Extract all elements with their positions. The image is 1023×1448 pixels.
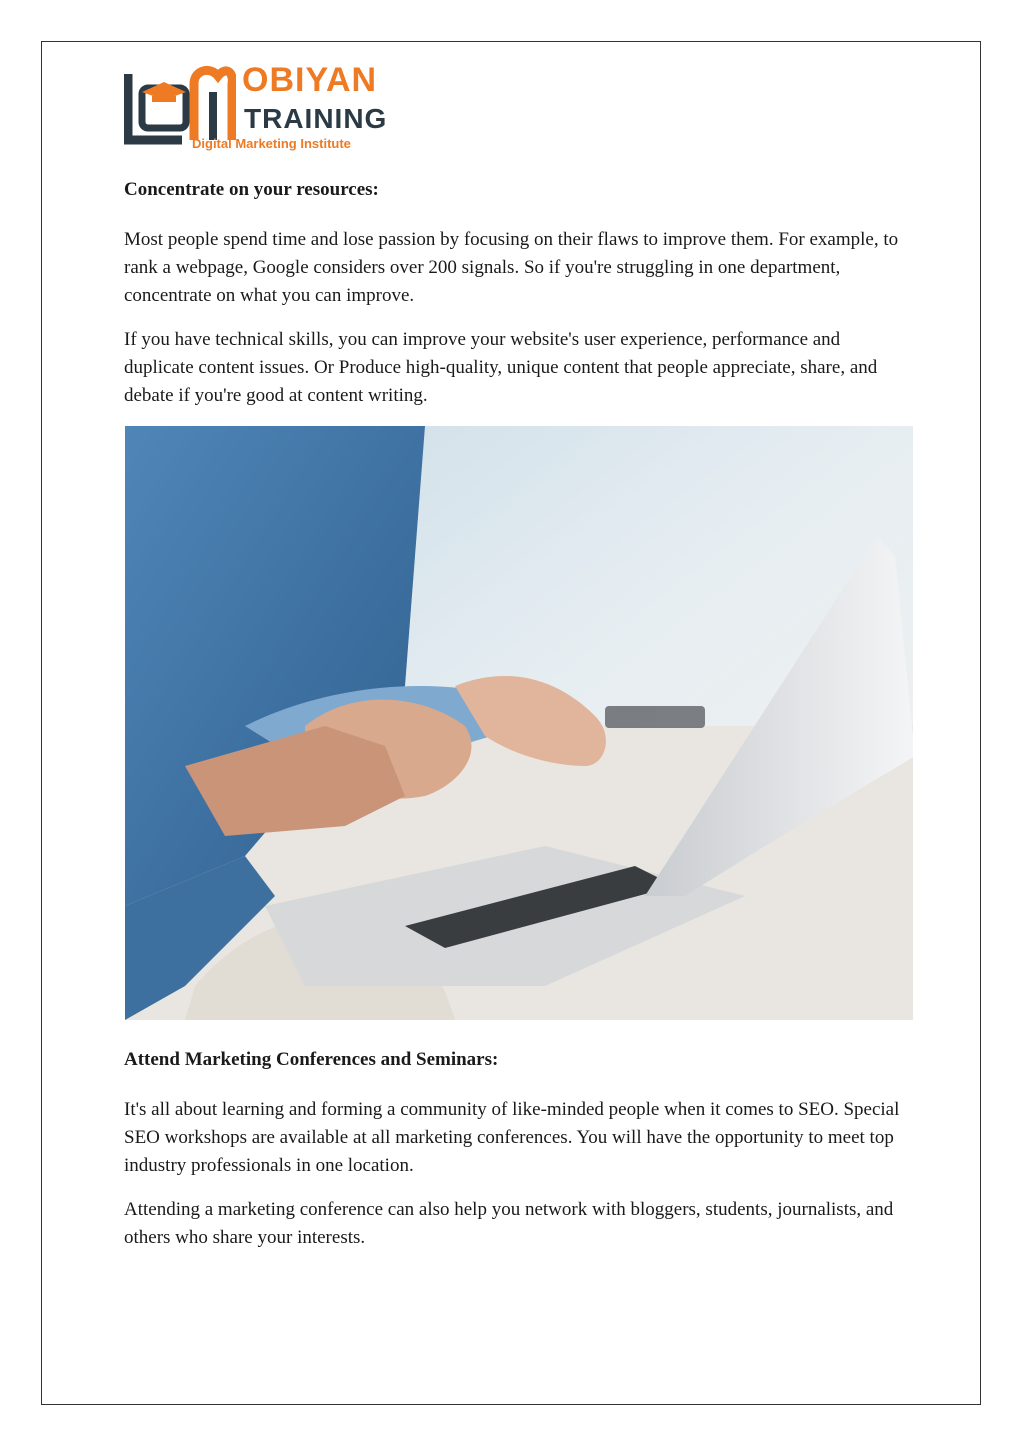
laptop-typing-photo [125,426,913,1020]
paragraph: Most people spend time and lose passion by focusing on their flaws to improve them. For example, to rank a webpage, Google considers over 200 signals. So if you're struggling in one department, concentrate on what you can improve. [124,229,899,306]
brand-name-training: TRAINING [244,103,388,134]
brand-tagline: Digital Marketing Institute [192,136,351,151]
article-content [124,176,914,1268]
paragraph: It's all about learning and forming a community of like-minded people when it comes to SEO. Special SEO workshops are available at all marketing conferences. You will have the opportunity to meet top industry professionals in one location. [124,1099,900,1176]
obiyan-logo[interactable] [124,58,424,158]
brand-name-obiyan: OBIYAN [242,61,378,99]
section-heading-conferences: Attend Marketing Conferences and Seminars: [124,1049,499,1070]
paragraph: Attending a marketing conference can also help you network with bloggers, students, journalists, and others who share your interests. [124,1199,894,1248]
section-heading-resources: Concentrate on your resources: [124,179,379,200]
paragraph: If you have technical skills, you can improve your website's user experience, performance and duplicate content issues. Or Produce high-quality, unique content that people appreciate, share, and debate if you're good at content writing. [124,329,878,406]
logo-mark-icon [124,62,236,146]
